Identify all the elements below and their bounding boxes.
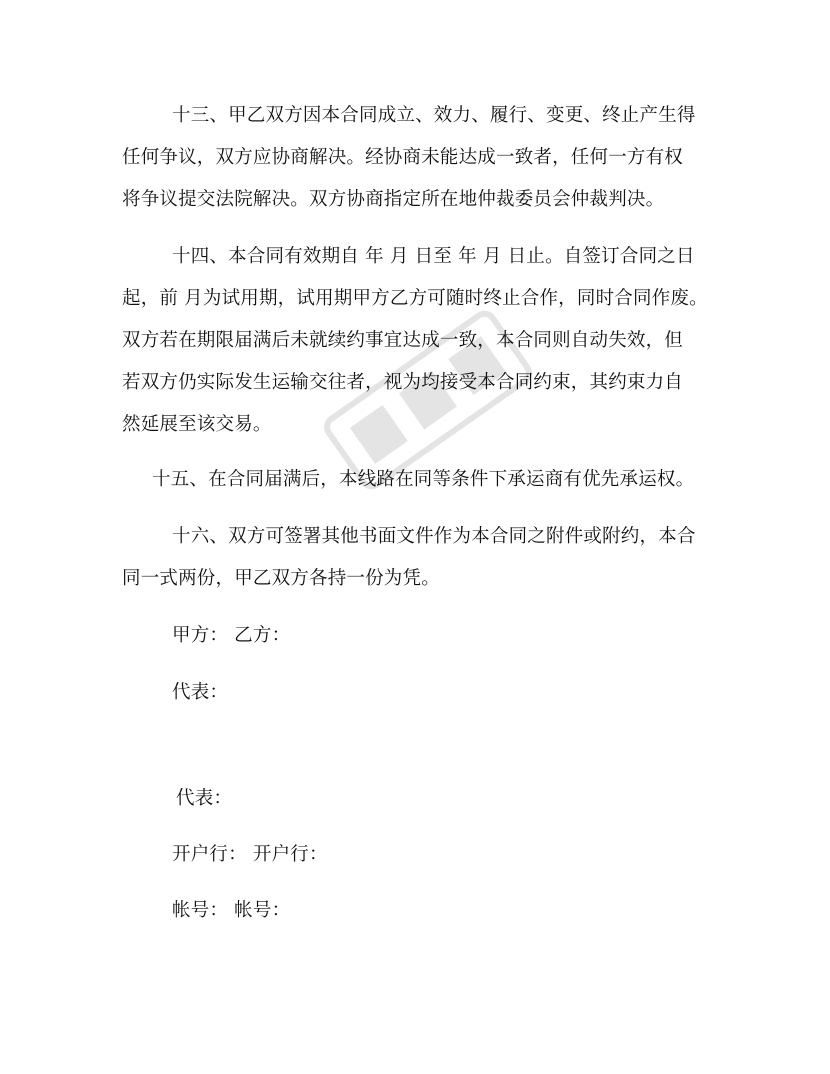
clause-14-line-5: 然延展至该交易。 bbox=[122, 414, 272, 435]
signature-bank: 开户行： 开户行： bbox=[172, 844, 328, 865]
clause-13-line-2: 任何争议，双方应协商解决。经协商未能达成一致者，任何一方有权 bbox=[122, 147, 684, 168]
clause-13-line-3: 将争议提交法院解决。双方协商指定所在地仲裁委员会仲裁判决。 bbox=[122, 189, 665, 210]
clause-14-line-2: 起，前 月为试用期，试用期甲方乙方可随时终止合作，同时合同作废。 bbox=[122, 288, 708, 309]
clause-16-line-2: 同一式两份，甲乙双方各持一份为凭。 bbox=[122, 568, 440, 589]
signature-account: 帐号： 帐号： bbox=[172, 900, 291, 921]
signature-representative-2: 代表： bbox=[176, 788, 233, 809]
clause-15-line-1: 十五、在合同届满后，本线路在同等条件下承运商有优先承运权。 bbox=[152, 469, 695, 490]
signature-parties: 甲方： 乙方： bbox=[172, 625, 291, 646]
clause-14-line-1: 十四、本合同有效期自 年 月 日至 年 月 日止。自签订合同之日 bbox=[172, 246, 695, 267]
clause-16-line-1: 十六、双方可签署其他书面文件作为本合同之附件或附约，本合 bbox=[172, 526, 696, 547]
signature-representative-1: 代表： bbox=[172, 682, 229, 703]
clause-14-line-4: 若双方仍实际发生运输交往者，视为均接受本合同约束，其约束力自 bbox=[122, 372, 684, 393]
clause-14-line-3: 双方若在期限届满后未就续约事宜达成一致，本合同则自动失效，但 bbox=[122, 330, 684, 351]
clause-13-line-1: 十三、甲乙双方因本合同成立、效力、履行、变更、终止产生得 bbox=[172, 105, 696, 126]
